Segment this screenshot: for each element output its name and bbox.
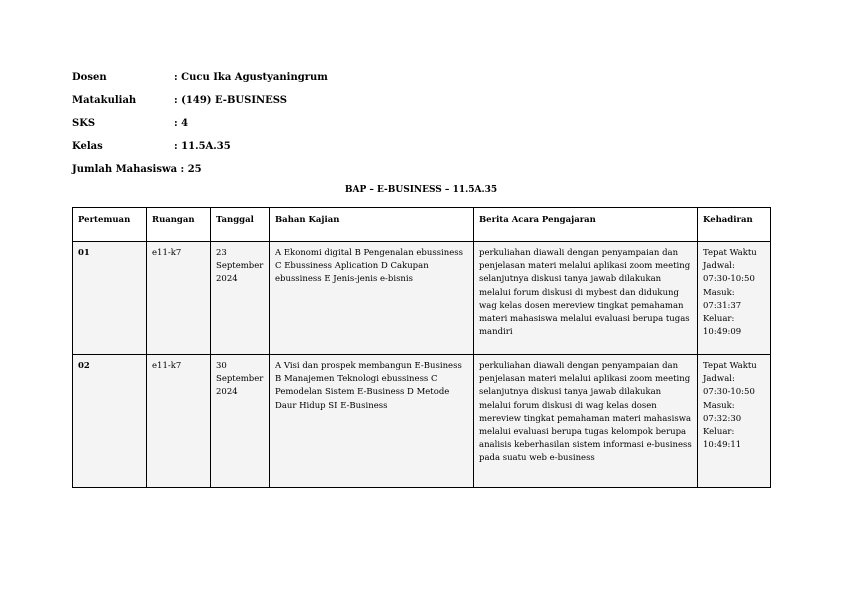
col-header-pertemuan: Pertemuan xyxy=(73,208,147,242)
masuk-value: 07:31:37 xyxy=(703,300,742,311)
col-header-bahan-kajian: Bahan Kajian xyxy=(270,208,474,242)
cell-ruangan: e11-k7 xyxy=(147,242,211,355)
col-header-tanggal: Tanggal xyxy=(211,208,270,242)
cell-bahan-kajian: A Visi dan prospek membangun E-Business B Manajemen Teknologi ebussiness C Pemodelan Sistem E-Business D Metode Daur Hidup SI E-Business xyxy=(270,355,474,488)
cell-pertemuan: 02 xyxy=(73,355,147,488)
col-header-ruangan: Ruangan xyxy=(147,208,211,242)
jadwal-value: 07:30-10:50 xyxy=(703,274,755,285)
col-header-kehadiran: Kehadiran xyxy=(698,208,771,242)
keluar-label: Keluar: xyxy=(703,426,735,437)
masuk-label: Masuk: xyxy=(703,287,735,298)
keluar-value: 10:49:09 xyxy=(703,327,742,338)
cell-ruangan: e11-k7 xyxy=(147,355,211,488)
keluar-value: 10:49:11 xyxy=(703,440,742,451)
kelas-value: : 11.5A.35 xyxy=(174,141,231,152)
dosen-label: Dosen xyxy=(72,72,107,83)
table-header-row xyxy=(73,208,771,242)
jadwal-value: 07:30-10:50 xyxy=(703,387,755,398)
jumlah-mahasiswa-row xyxy=(72,164,202,175)
sks-label: SKS xyxy=(72,118,96,129)
cell-berita-acara: perkuliahan diawali dengan penyampaian dan penjelasan materi melalui aplikasi zoom meeting selanjutnya diskusi tanya jawab dilakukan melalui forum diskusi di mybest dan didukung wag kelas dosen mereview tingkat pemahaman materi mahasiswa melalui evaluasi berupa tugas mandiri xyxy=(474,242,698,355)
jumlah-mahasiswa-label: Jumlah Mahasiswa xyxy=(72,164,178,175)
masuk-value: 07:32:30 xyxy=(703,413,742,424)
cell-kehadiran xyxy=(698,242,771,355)
cell-kehadiran xyxy=(698,355,771,488)
cell-tanggal: 23 September 2024 xyxy=(211,242,270,355)
matakuliah-label: Matakuliah xyxy=(72,95,137,106)
cell-bahan-kajian: A Ekonomi digital B Pengenalan ebussiness C Ebussiness Aplication D Cakupan ebussiness E Jenis-jenis e-bisnis xyxy=(270,242,474,355)
jadwal-label: Jadwal: xyxy=(703,261,735,272)
matakuliah-value: : (149) E-BUSINESS xyxy=(174,95,288,106)
sks-row xyxy=(72,118,188,129)
keluar-label: Keluar: xyxy=(703,313,735,324)
matakuliah-row xyxy=(72,95,287,106)
dosen-value: : Cucu Ika Agustyaningrum xyxy=(174,72,328,83)
cell-berita-acara: perkuliahan diawali dengan penyampaian dan penjelasan materi melalui aplikasi zoom meeting selanjutnya diskusi tanya jawab dilakukan melalui forum diskusi di wag kelas dosen mereview tingkat pemahaman materi mahasiswa melalui evaluasi berupa tugas kelompok berupa analisis keberhasilan sistem informasi e-business pada suatu web e-business xyxy=(474,355,698,488)
table-row xyxy=(73,242,771,355)
kehadiran-status: Tepat Waktu xyxy=(703,248,757,258)
masuk-label: Masuk: xyxy=(703,400,735,411)
jadwal-label: Jadwal: xyxy=(703,374,735,385)
sks-value: : 4 xyxy=(174,118,189,129)
kehadiran-status: Tepat Waktu xyxy=(703,361,757,371)
jumlah-mahasiswa-value: : 25 xyxy=(180,164,202,175)
kelas-row xyxy=(72,141,231,152)
kelas-label: Kelas xyxy=(72,141,103,152)
dosen-row xyxy=(72,72,328,83)
document-title: BAP – E-BUSINESS – 11.5A.35 xyxy=(344,185,498,195)
cell-pertemuan: 01 xyxy=(73,242,147,355)
bap-table xyxy=(72,207,771,488)
col-header-berita-acara: Berita Acara Pengajaran xyxy=(474,208,698,242)
cell-tanggal: 30 September 2024 xyxy=(211,355,270,488)
table-row xyxy=(73,355,771,488)
